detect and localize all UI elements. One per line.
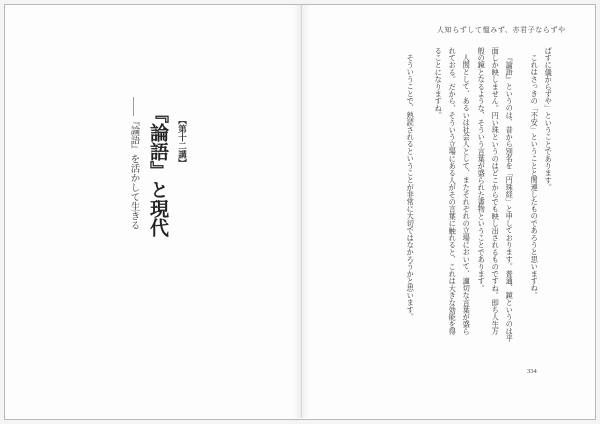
spine-line	[301, 5, 302, 418]
body-column: 人間として、あるいは社会人として、またそれぞれの立場において、適切な言葉が盛ら	[462, 54, 471, 335]
body-column: 般の鏡となるような、そういう言葉が盛られた書物ということであります。	[477, 47, 486, 292]
body-column: これはさっきの「不安」ということと関連したものであろうと思いますね。	[530, 54, 539, 299]
body-column: ぱすに儀からずや」ということであります。	[544, 47, 553, 191]
body-column: ることになりますね。	[434, 47, 443, 119]
chapter-number: 【第十二講】	[177, 116, 188, 167]
running-head: 人知らずして慍みず、亦君子ならずや	[437, 26, 566, 34]
body-column: そういうことで、熟読されるということが非常に大切ではなかろうかと思います。	[406, 54, 415, 321]
chapter-subtitle: ——『論語』を活かして生きる	[128, 97, 139, 230]
body-column: 『論語』というのは、昔から別名を「円珠経」と申しております。普通、鏡というのは平	[505, 54, 514, 342]
body-column: れておる。だから、そういう立場にある人がその言葉に触れると、これは大きな効能を得	[448, 47, 457, 335]
page-number: 334	[527, 368, 537, 375]
body-column: 面しか映しません。円い珠というのはどこからでも映し出されるものですね。即ち人生万	[491, 47, 500, 335]
chapter-title: 『論語』と現代	[147, 104, 168, 237]
